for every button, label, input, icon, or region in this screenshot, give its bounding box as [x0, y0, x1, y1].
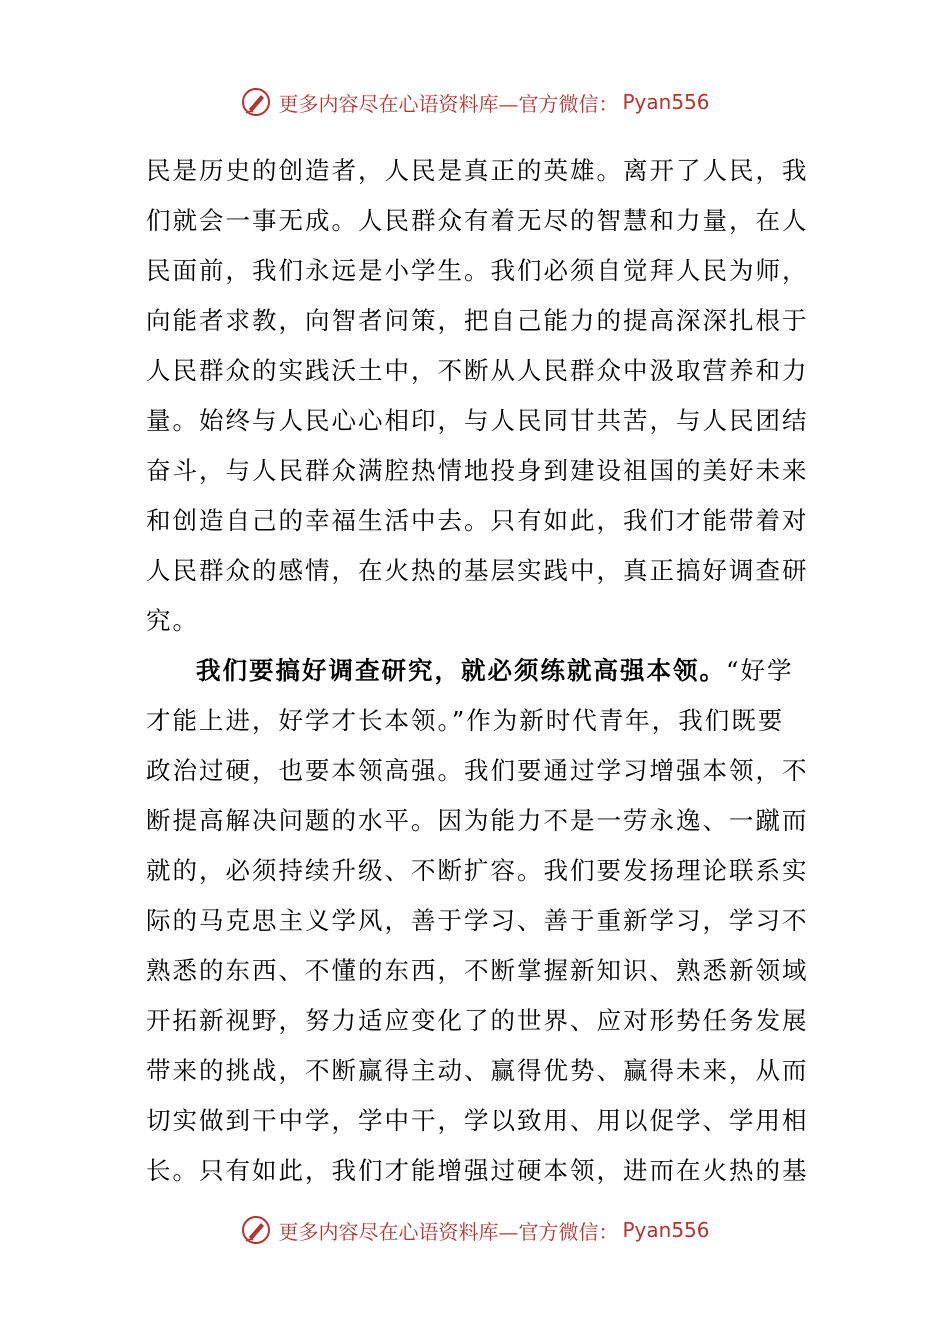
text-line: 断提高解决问题的水平。因为能力不是一劳永逸、一蹴而: [146, 806, 809, 835]
text-line: 和创造自己的幸福生活中去。只有如此，我们才能带着对: [146, 506, 809, 535]
text-line: 民是历史的创造者，人民是真正的英雄。离开了人民，我: [146, 156, 809, 185]
pen-logo-icon: [240, 86, 272, 118]
text-line: 切实做到干中学，学中干，学以致用、用以促学、学用相: [146, 1106, 809, 1135]
text-line: 际的马克思主义学风，善于学习、善于重新学习，学习不: [146, 906, 809, 935]
footer-wechat-id: Pyan556: [622, 1218, 710, 1242]
paragraph-heading: 我们要搞好调查研究，就必须练就高强本领。: [196, 656, 726, 685]
footer-watermark-text: 更多内容尽在心语资料库—官方微信：: [278, 1219, 619, 1244]
text-line: 政治过硬，也要本领高强。我们要通过学习增强本领，不: [146, 756, 809, 785]
header-watermark: [0, 82, 950, 122]
text-line: 人民群众的实践沃土中，不断从人民群众中汲取营养和力: [146, 356, 809, 385]
text-line: 奋斗，与人民群众满腔热情地投身到建设祖国的美好未来: [146, 456, 809, 485]
text-line: 就的，必须持续升级、不断扩容。我们要发扬理论联系实: [146, 856, 809, 885]
document-body: [146, 146, 808, 1196]
paragraph-heading-line: [146, 646, 808, 696]
pen-logo-icon: [240, 1214, 272, 1246]
quote-start: “好学: [726, 656, 794, 685]
text-line: 究。: [146, 606, 199, 635]
text-line: 才能上进，好学才长本领。”作为新时代青年，我们既要: [146, 706, 785, 735]
footer-watermark: [0, 1210, 950, 1250]
text-line: 人民群众的感情，在火热的基层实践中，真正搞好调查研: [146, 556, 809, 585]
text-line: 向能者求教，向智者问策，把自己能力的提高深深扎根于: [146, 306, 809, 335]
header-wechat-id: Pyan556: [622, 90, 710, 114]
text-line: 民面前，我们永远是小学生。我们必须自觉拜人民为师，: [146, 256, 809, 285]
text-line: 长。只有如此，我们才能增强过硬本领，进而在火热的基: [146, 1156, 809, 1185]
header-watermark-text: 更多内容尽在心语资料库—官方微信：: [278, 91, 619, 116]
text-line: 熟悉的东西、不懂的东西，不断掌握新知识、熟悉新领域: [146, 956, 809, 985]
text-line: 开拓新视野，努力适应变化了的世界、应对形势任务发展: [146, 1006, 809, 1035]
text-line: 量。始终与人民心心相印，与人民同甘共苦，与人民团结: [146, 406, 809, 435]
text-line: 带来的挑战，不断赢得主动、赢得优势、赢得未来，从而: [146, 1056, 809, 1085]
text-line: 们就会一事无成。人民群众有着无尽的智慧和力量，在人: [146, 206, 809, 235]
